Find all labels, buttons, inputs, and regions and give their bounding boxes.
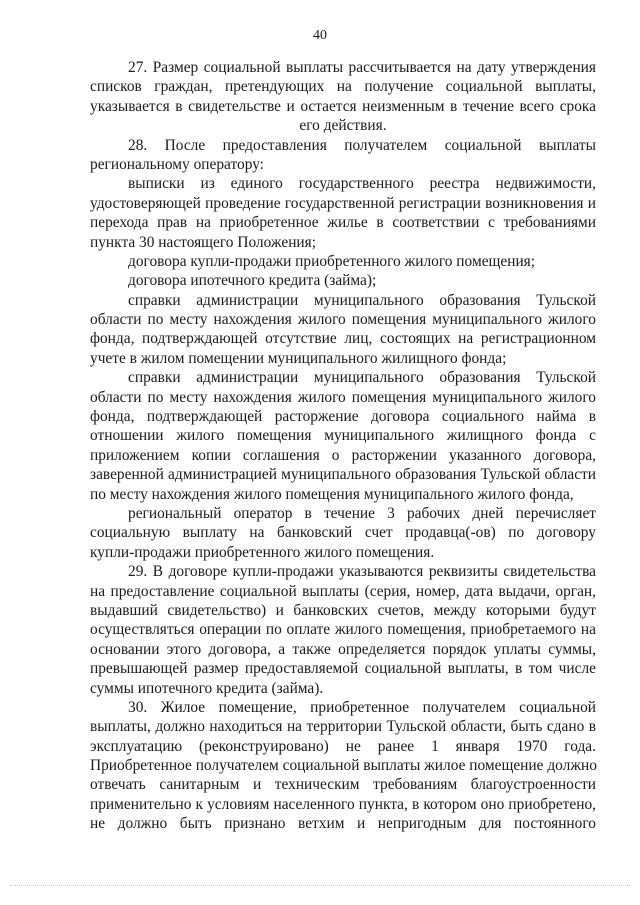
text-line: по месту нахождения жилого помещения муниципального жилого фонда, — [90, 485, 574, 503]
text-line: области по месту нахождения жилого помещения муниципального жилого — [90, 388, 596, 406]
text-line: превышающей размер предоставляемой социальной выплаты, в том числе — [90, 660, 596, 678]
text-line: перехода прав на приобретенное жилье в соответствии с требованиями — [90, 214, 596, 232]
text-line: социальную выплату на банковский счет продавца(-ов) по договору — [90, 524, 596, 542]
text-line: приложением копии соглашения о расторжении указанного договора, — [90, 446, 596, 464]
text-line: не должно быть признано ветхим и непригодным для постоянного — [90, 815, 596, 833]
text-line: суммы ипотечного кредита (займа). — [90, 679, 324, 697]
text-line: его действия. — [299, 117, 387, 135]
text-line: указывается в свидетельстве и остается неизменным в течение всего срока — [90, 97, 596, 115]
text-line: списков граждан, претендующих на получение социальной выплаты, — [90, 78, 596, 96]
text-line: учете в жилом помещении муниципального жилищного фонда; — [90, 349, 507, 367]
text-line: области по месту нахождения жилого помещения муниципального жилого — [90, 311, 596, 329]
text-line: договора купли-продажи приобретенного жилого помещения; — [128, 252, 536, 270]
text-line: фонда, подтверждающей отсутствие лиц, состоящих на регистрационном — [90, 330, 596, 348]
text-line: 28. После предоставления получателем социальной выплаты — [128, 136, 596, 154]
text-line: эксплуатацию (реконструировано) не ранее 1 января 1970 года. — [90, 737, 596, 755]
text-line: справки администрации муниципального образования Тульской — [128, 369, 596, 387]
text-line: удостоверяющей проведение государственной регистрации возникновения и — [90, 194, 596, 212]
text-line: 29. В договоре купли-продажи указываются реквизиты свидетельства — [128, 563, 596, 581]
text-line: применительно к условиям населенного пункта, в котором оно приобретено, — [90, 795, 596, 813]
text-line: выписки из единого государственного реестра недвижимости, — [128, 175, 596, 193]
page-number: 40 — [313, 28, 327, 43]
text-line: 30. Жилое помещение, приобретенное получателем социальной — [128, 698, 596, 716]
text-line: 27. Размер социальной выплаты рассчитывается на дату утверждения — [128, 59, 596, 76]
text-line: региональный оператор в течение 3 рабочих дней перечисляет — [128, 504, 596, 522]
text-line: на предоставление социальной выплаты (серия, номер, дата выдачи, орган, — [90, 582, 596, 600]
text-line: пункта 30 настоящего Положения; — [90, 233, 317, 251]
text-line: фонда, подтверждающей расторжение договора социального найма в — [90, 408, 596, 426]
text-line: заверенной администрацией муниципального образования Тульской области — [90, 466, 596, 484]
scan-footer-line — [10, 885, 630, 887]
text-line: региональному оператору: — [90, 155, 264, 173]
document-body — [90, 58, 596, 834]
text-line: справки администрации муниципального образования Тульской — [128, 291, 596, 309]
text-line: осуществляться операции по оплате жилого помещения, приобретаемого на — [90, 621, 596, 639]
text-line: отношении жилого помещения муниципального жилищного фонда с — [90, 427, 596, 445]
text-line: договора ипотечного кредита (займа); — [128, 272, 377, 290]
text-line: отвечать санитарным и техническим требованиям благоустроенности — [90, 776, 596, 794]
text-line: Приобретенное получателем социальной выплаты жилое помещение должно — [90, 757, 597, 775]
text-line: купли-продажи приобретенного жилого помещения. — [90, 543, 435, 561]
text-line: основании этого договора, а также определяется порядок уплаты суммы, — [90, 640, 596, 658]
text-line: выдавший свидетельство) и банковских счетов, между которыми будут — [90, 601, 596, 619]
text-line: выплаты, должно находиться на территории Тульской области, быть сдано в — [90, 718, 596, 736]
